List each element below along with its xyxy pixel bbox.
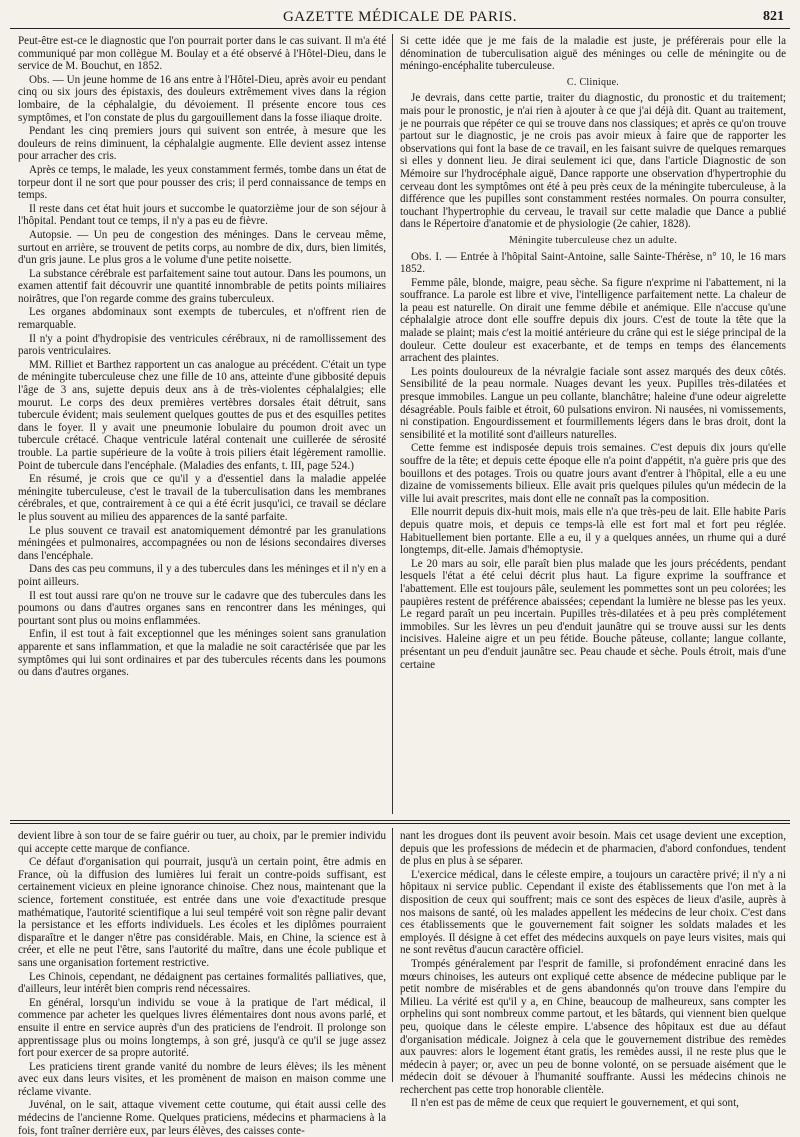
column-left-top (18, 35, 386, 815)
paragraph: devient libre à son tour de se faire guérir ou tuer, au choix, par le premier individu qui accepte cette marque de confiance. (18, 830, 386, 855)
page-number: 821 (763, 9, 784, 24)
paragraph: Femme pâle, blonde, maigre, peau sèche. Sa figure n'exprime ni l'abattement, ni la souffrance. La parole est libre et vive, l'intelligence parfaitement nette. La chaleur de la peau est naturelle. On dirait une femme débile et anémique. Elle n'accuse qu'une céphalalgie atroce dont elle souffre depuis dix jours. C'est de toute la tête que la malade se plaint; mais c'est la moitié antérieure du crâne qui est le siége principal de la douleur. Cette douleur est exacerbante, et de temps en temps des élancements arrachent des plaintes. (400, 276, 786, 365)
paragraph: Autopsie. — Un peu de congestion des méninges. Dans le cerveau même, surtout en arrière, se trouvent de petits corps, au nombre de dix, durs, bien limités, d'un gris jaune. Le plus gros a le volume d'une petite noisette. (18, 228, 386, 267)
publication-title: GAZETTE MÉDICALE DE PARIS. (282, 9, 518, 25)
paragraph: En général, lorsqu'un individu se voue à la pratique de l'art médical, il commence par acheter les quelques livres élémentaires dont nous avons parlé, et ensuite il entre en service auprès d'un des praticiens de l'endroit. Il prolonge son apprentissage plus ou moins longtemps, à son gré, jusqu'à ce qu'il se juge assez fort pour exercer de sa propre autorité. (18, 996, 386, 1060)
paragraph: Les points douloureux de la névralgie faciale sont assez marqués des deux côtés. Sensibilité de la peau normale. Nuages devant les yeux. Pupilles très-dilatées et presque immobiles. Langue un peu collante, blanchâtre; haleine d'une odeur aigrelette désagréable. Pouls faible et étroit, 60 pulsations environ. Ni nausées, ni vomissements, ni constipation. Engourdissement et fourmillements légers dans le bras droit, dont la sensibilité et la motilité sont d'ailleurs naturelles. (400, 365, 786, 441)
paragraph: Juvénal, on le sait, attaque vivement cette coutume, qui était aussi celle des médecins de l'ancienne Rome. Quelques praticiens, médecins et pharmaciens à la fois, font traîner derrière eux, par leurs élèves, des caisses conte- (18, 1099, 386, 1137)
paragraph: Le plus souvent ce travail est anatomiquement démontré par les granulations méningées et pulmonaires, accompagnées ou non de lésions secondaires diverses dans l'encéphale. (18, 524, 386, 562)
section-heading: C. Clinique. (566, 76, 620, 88)
paragraph: La substance cérébrale est parfaitement saine tout autour. Dans les poumons, un examen attentif fait découvrir une quantité innombrable de petits points miliaires noirâtres, que l'on regarde comme des grains tuberculeux. (18, 267, 386, 305)
paragraph: Il n'en est pas de même de ceux que requiert le gouvernement, et qui sont, (411, 1097, 739, 1110)
column-right-top (400, 35, 786, 815)
paragraph: Il n'y a point d'hydropisie des ventricules cérébraux, ni de ramollissement des parois ventriculaires. (18, 332, 386, 358)
paragraph: Obs. — Un jeune homme de 16 ans entre à l'Hôtel-Dieu, après avoir eu pendant cinq ou six jours des épistaxis, des douleurs extrêmement vives dans la région lombaire, de la céphalalgie, du dévoiement. Il présente encore tous ces symptômes, et l'on constate de plus du gargouillement dans la fosse iliaque droite. (18, 73, 386, 124)
paragraph: Obs. I. — Entrée à l'hôpital Saint-Antoine, salle Sainte-Thérèse, n° 10, le 16 mars 1852. (400, 250, 786, 276)
paragraph: Je devrais, dans cette partie, traiter du diagnostic, du pronostic et du traitement; mais pour le pronostic, je n'ai rien à ajouter à ce que j'ai déjà dit. Quant au traitement, je ne pourrais que répéter ce qui se trouve dans nos classiques; et après ce qu'on trouve partout sur le diagnostic, je ne crois pas avoir mieux à faire que de rapporter les observations qui font la base de ce travail, en les faisant suivre de quelques remarques si elles y donnent lieu. Je dirai seulement ici que, dans l'article Diagnostic de son Mémoire sur l'hydrocéphale aiguë, Dance rapporte une observation d'hypertrophie du cerveau dont les symptômes ont été à peu près ceux de la méningite tuberculeuse, à la différence que les pupilles sont constamment restées normales. On pourra consulter, touchant l'hypertrophie du cerveau, le travail sur cette maladie que Dance a publié dans le Répertoire d'anatomie et de physiologie (2e cahier, 1828). (400, 92, 786, 231)
paragraph: Les organes abdominaux sont exempts de tubercules, et n'offrent rien de remarquable. (18, 306, 386, 332)
paragraph: Après ce temps, le malade, les yeux constamment fermés, tombe dans un état de torpeur dont il ne sort que pour pousser des cris; il perd connaissance de temps en temps. (18, 163, 386, 202)
paragraph: Il reste dans cet état huit jours et succombe le quatorzième jour de son séjour à l'hôpital. Pendant tout ce temps, il n'y a pas eu de fièvre. (18, 202, 386, 228)
column-divider-bottom (392, 828, 393, 1082)
paragraph: Pendant les cinq premiers jours qui suivent son entrée, à mesure que les douleurs de reins diminuent, la céphalalgie augmente. Elle devient assez intense pour arracher des cris. (18, 125, 386, 163)
paragraph: Il est tout aussi rare qu'on ne trouve sur le cadavre que des tubercules dans les poumons ou dans d'autres organes sans en rencontrer dans les méninges, qui pourtant sont plus ou moins enflammées. (18, 589, 386, 627)
paragraph: Enfin, il est tout à fait exceptionnel que les méninges soient sans granulation apparente et sans inflammation, et que la maladie ne soit caractérisée que par les symptômes qui lui sont ordinaires et par des tubercules récents dans les poumons ou dans d'autres organes. (18, 628, 386, 679)
column-right-bottom (400, 830, 786, 1110)
paragraph: Si cette idée que je me fais de la maladie est juste, je préférerais pour elle la dénomination de tuberculisation aiguë des méninges ou celle de méningite ou de méningo-encéphalite tuberculeuse. (400, 35, 786, 73)
section-separator (10, 820, 790, 824)
paragraph: En résumé, je crois que ce qu'il y a d'essentiel dans la maladie appelée méningite tuberculeuse, c'est le travail de la tuberculisation dans les membranes cérébrales, et que, contrairement à ce qui a été écrit jusqu'ici, ce travail se déclare le plus souvent au milieu des apparences de la santé parfaite. (18, 473, 386, 523)
paragraph: Peut-être est-ce le diagnostic que l'on pourrait porter dans le cas suivant. Il m'a été communiqué par mon collègue M. Boulay et a été observé à l'Hôtel-Dieu, dans le service de M. Bouchut, en 1852. (18, 35, 386, 73)
subsection-heading: Méningite tuberculeuse chez un adulte. (508, 234, 678, 246)
paragraph: nant les drogues dont ils peuvent avoir besoin. Mais cet usage devient une exception, depuis que les professions de médecin et de pharmacien, d'abord confondues, tendent de plus en plus à se séparer. (400, 830, 786, 868)
paragraph: Dans des cas peu communs, il y a des tubercules dans les méninges et il n'y en a point ailleurs. (18, 563, 386, 588)
paragraph: MM. Rilliet et Barthez rapportent un cas analogue au précédent. C'était un type de méningite tuberculeuse chez une fille de 10 ans, atteinte d'une gibbosité depuis l'âge de 3 ans, sujette depuis deux ans à de très-violentes céphalalgies; elle mourut. Le corps des deux premières vertèbres dorsales était détruit, sans tubercule évident; mais seulement quelques gouttes de pus et des esquilles petites dans le foyer. Il y avait une pneumonie lobulaire du poumon droit avec un tubercule crétacé. Chaque ventricule latéral contenait une cuillerée de sérosité trouble. La partie supérieure de la voûte à trois piliers était légèrement ramollie. Point de tubercule dans l'encéphale. (Maladies des enfants, t. III, page 524.) (18, 358, 386, 472)
paragraph: Elle nourrit depuis dix-huit mois, mais elle n'a que très-peu de lait. Elle habite Paris depuis quatre mois, et depuis ce temps-là elle est fort mal et fort peu réglée. Habituellement bien portante. Elle a eu, il y a quelques années, un rhume qui a duré longtemps, dit-elle. Jamais d'hémoptysie. (400, 506, 786, 557)
paragraph: Les Chinois, cependant, ne dédaignent pas certaines formalités palliatives, que, d'ailleurs, leur intérêt bien compris rend nécessaires. (18, 970, 386, 996)
paragraph: Ce défaut d'organisation qui pourrait, jusqu'à un certain point, être admis en France, où la diffusion des lumières lui ferait un contre-poids suffisant, est certainement vicieux en pleine ignorance chinoise. Chez nous, maintenant que la science, fortement constituée, est entrée dans une voie d'exactitude presque mathématique, l'autorité scientifique a lui seul tempéré voit son règne palir devant la persistance et les efforts individuels. Les écoles et les diplômes pourraient disparaître et le danger n'être pas considérable. Mais, en Chine, la science est à créer, et elle ne peut l'être, sans l'autorité du maître, dans une école publique et sans une organisation fortement restrictive. (18, 856, 386, 969)
paragraph: Trompés généralement par l'esprit de famille, si profondément enraciné dans les mœurs chinoises, les auteurs ont expliqué cette absence de médecine publique par le petit nombre de misérables et de gens abandonnés qu'on trouve dans l'empire du Milieu. La vérité est qu'il y a, en Chine, beaucoup de malheureux, sans compter les orphelins qui sont nombreux comme partout, et les bâtards, qui viennent bien quelque peu, quoique dans le céleste empire. L'absence des hôpitaux est due au défaut d'organisation médicale. Joignez à cela que le gouvernement distribue des remèdes aux pauvres: alors le logement étant gratis, les remèdes aussi, il ne reste plus que le médecin à payer; or, avec un peu de bonne volonté, on se persuade aisément que le médecin doit se dévouer à l'humanité souffrante. Aussi les médecins chinois ne recherchent pas cette trop honorable clientèle. (400, 957, 786, 1096)
paragraph: Le 20 mars au soir, elle paraît bien plus malade que les jours précédents, pendant lesquels l'état a été celui décrit plus haut. La figure exprime la souffrance et l'abattement. Elle est toujours pâle, seulement les pommettes sont un peu colorées; les paupières restent de préférence abaissées; cependant la lumière ne blesse pas les yeux. Le regard paraît un peu incertain. Pupilles très-dilatées et à peu près complétement immobiles. Sur les lèvres un peu d'enduit jaunâtre qui se trouve aussi sur les dents incisives. Haleine aigre et un peu fétide. Bouche pâteuse, collante; langue collante, présentant un peu d'enduit jaunâtre sec. Peau chaude et sèche. Pouls étroit, mais d'une certaine (400, 557, 786, 671)
column-divider (392, 34, 393, 814)
paragraph: L'exercice médical, dans le céleste empire, a toujours un caractère privé; il n'y a ni hôpitaux ni service public. Cependant il existe des établissements que l'on met à la disposition de ceux qui souffrent; mais ce sont des espèces de lieux d'asile, auprès à nos maisons de santé, où les malades appellent les médecins de leur choix. C'est dans ces établissements que le gouvernement fait soigner les soldats malades et les employés. Il désigne à cet effet des médecins auxquels on paye leurs visites, mais qui ne sont revêtus d'aucun caractère officiel. (400, 868, 786, 957)
paragraph: Les praticiens tirent grande vanité du nombre de leurs élèves; ils les mènent avec eux dans leurs visites, et les promènent de maison en maison comme une réclame vivante. (18, 1060, 386, 1098)
page-header (10, 8, 790, 29)
column-left-bottom (18, 830, 386, 1137)
paragraph: Cette femme est indisposée depuis trois semaines. C'est depuis dix jours qu'elle souffre de la tête; et depuis cette époque elle n'a point d'appétit, n'a guère pris que des bouillons et des potages. Trois ou quatre jours avant d'entrer à l'hôpital, elle a eu une dizaine de vomissements bilieux. Elle avait pris quelques pilules qu'un médecin de la ville lui avait prescrites, mais dont elle ne connaît pas la composition. (400, 442, 786, 505)
